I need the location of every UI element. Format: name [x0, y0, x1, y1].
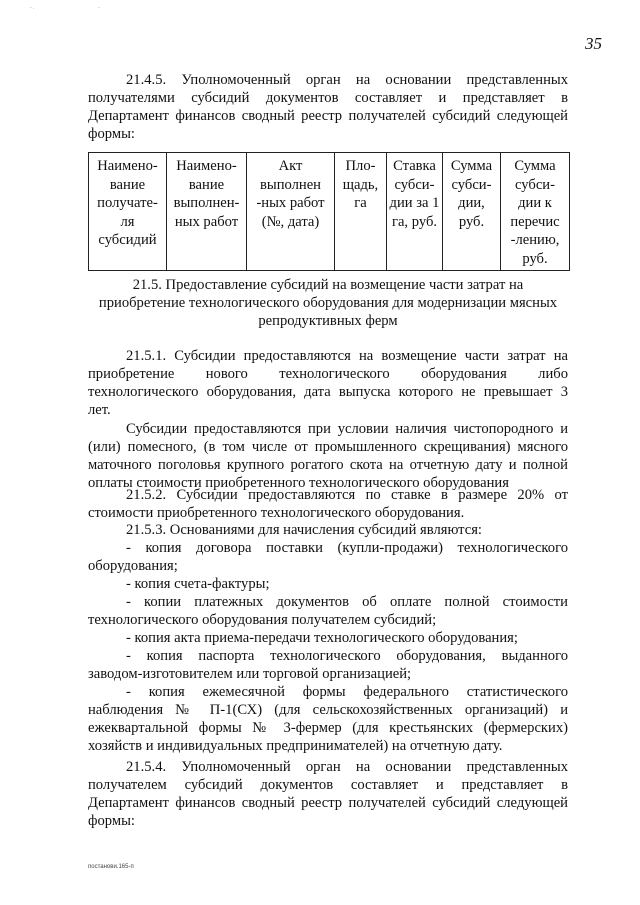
table-header-cell: Наимено- вание выполнен- ных работ — [167, 153, 247, 271]
text-line: - копия договора поставки (купли-продажи) технологического — [126, 540, 568, 556]
text-line: - копия паспорта технологического оборудования, выданного — [126, 648, 568, 664]
text-line: хозяйств и индивидуальных предпринимателей) на отчетную дату. — [88, 738, 503, 754]
text-line: приобретение технологического оборудования для модернизации мясных — [98, 295, 558, 311]
text-line: Субсидии предоставляются при условии наличия чистопородного и — [126, 421, 568, 437]
text-line: оплаты стоимости приобретенного технологического оборудования — [88, 475, 509, 491]
paragraph-21-5-4 — [88, 758, 568, 830]
text-line: наблюдения № П-1(СХ) (для сельскохозяйственных организаций) и — [88, 702, 568, 718]
list-item-transfer-act — [88, 629, 568, 647]
paragraph-subsidies-condition — [88, 420, 568, 492]
paragraph-21-5-1 — [88, 347, 568, 419]
text-line: лет. — [88, 402, 111, 418]
text-line: маточного поголовья крупного рогатого скота на отчетную дату и полной — [88, 457, 568, 473]
text-line: заводом-изготовителем или торговой организацией; — [88, 666, 412, 682]
text-line: репродуктивных ферм — [258, 313, 398, 329]
text-line: Департамент финансов сводный реестр получателей субсидий следующей — [88, 795, 568, 811]
text-line: приобретение нового технологического оборудования либо — [88, 366, 568, 382]
text-line: - копии платежных документов об оплате полной стоимости — [126, 594, 568, 610]
table-header-cell: Акт выполнен -ных работ (№, дата) — [247, 153, 335, 271]
text-line: стоимости приобретенного технологического оборудования. — [88, 505, 465, 521]
footer-doc-ref: постанови.165-п — [88, 864, 134, 870]
list-item-contract — [88, 539, 568, 575]
table-header-cell: Сумма субси- дии, руб. — [443, 153, 501, 271]
top-mark-left: - . — [30, 6, 35, 11]
table-header-row — [89, 153, 570, 271]
text-line: 21.5. Предоставление субсидий на возмещение части затрат на — [132, 277, 524, 293]
text-line: формы: — [88, 813, 135, 829]
text-line: технологического оборудования, дата выпуска которого не превышает 3 — [88, 384, 568, 400]
text-line: ежеквартальной формы № 3-фермер (для крестьянских (фермерских) — [88, 720, 568, 736]
text-line: технологического оборудования получателем субсидий; — [88, 612, 437, 628]
text-line: - копия ежемесячной формы федерального статистического — [126, 684, 568, 700]
text-line: (или) помесного, (в том числе от промышленного скрещивания) мясного — [88, 439, 568, 455]
registry-table-1 — [88, 152, 570, 271]
text-line: Департамент финансов сводный реестр получателей субсидий следующей — [88, 108, 568, 124]
paragraph-21-5-2 — [88, 486, 568, 522]
text-line: 21.4.5. Уполномоченный орган на основании представленных — [126, 72, 568, 88]
text-line: получателем субсидий документов составляет и представляет в — [88, 777, 568, 793]
paragraph-21-5-3 — [88, 521, 568, 539]
paragraph-21-4-5 — [88, 71, 568, 143]
table-header-cell: Пло- щадь, га — [335, 153, 387, 271]
top-mark-right: - — [98, 6, 100, 11]
text-line: 21.5.4. Уполномоченный орган на основании представленных — [126, 759, 568, 775]
text-line: формы: — [88, 126, 135, 142]
table-header-cell: Сумма субси- дии к перечис -лению, руб. — [501, 153, 570, 271]
table-header-cell: Наимено- вание получате- ля субсидий — [89, 153, 167, 271]
text-line: - копия акта приема-передачи технологического оборудования; — [126, 630, 518, 646]
page-number: 35 — [585, 34, 602, 53]
text-line: - копия счета-фактуры; — [126, 576, 270, 592]
list-item-payment-docs — [88, 593, 568, 629]
text-line: 21.5.2. Субсидии предоставляются по ставке в размере 20% от — [126, 487, 568, 503]
list-item-passport — [88, 647, 568, 683]
text-line: 21.5.3. Основаниями для начисления субсидий являются: — [126, 522, 482, 538]
text-line: получателями субсидий документов составляет и представляет в — [88, 90, 568, 106]
list-item-monthly-form — [88, 683, 568, 755]
section-title-21-5 — [88, 276, 568, 330]
list-item-invoice — [88, 575, 568, 593]
text-line: оборудования; — [88, 558, 178, 574]
text-line: 21.5.1. Субсидии предоставляются на возмещение части затрат на — [126, 348, 568, 364]
table-header-cell: Ставка субси- дии за 1 га, руб. — [387, 153, 443, 271]
